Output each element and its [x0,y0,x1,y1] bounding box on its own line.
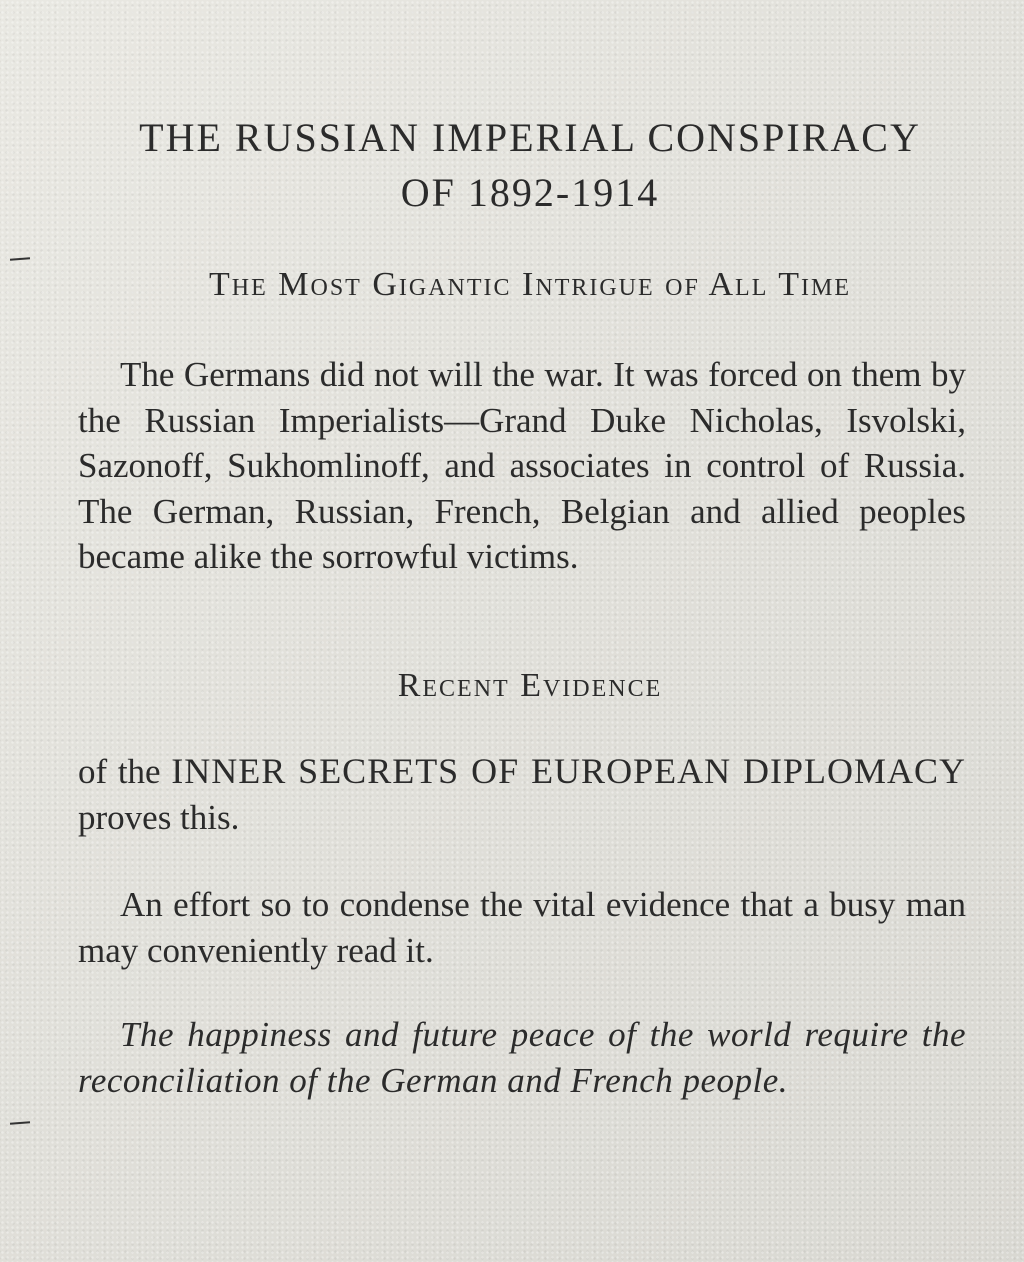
paragraph-war-origins: The Germans did not will the war. It was forced on them by the Russian Imperialists—Grand Duke Nicholas, Isvolski, Sazonoff, Sukhomlinoff, and associates in control of Russia. The German, Russian, French, Belgian and allied peoples became alike the sorrowful victims. [78,355,966,576]
subtitle: The Most Gigantic Intrigue of All Time [209,266,851,303]
book-title-emphasis: INNER SECRETS OF EUROPEAN DIPLOMACY [171,751,967,791]
margin-pencil-mark [10,257,30,260]
paragraph-tail-text: proves this. [78,797,240,837]
paragraph-inner-secrets [78,749,966,840]
paragraph-condense-evidence: An effort so to condense the vital evidence that a busy man may conveniently read it. [78,885,966,970]
title-line-2: OF 1892-1914 [400,170,660,215]
margin-pencil-mark [10,1121,30,1124]
paragraph-reconciliation-italic: The happiness and future peace of the world require the reconciliation of the German and French people. [78,1015,966,1100]
title-line-1: THE RUSSIAN IMPERIAL CONSPIRACY [139,115,921,160]
paragraph-lead-text: of the [78,752,172,791]
section-heading-recent-evidence: Recent Evidence [397,667,663,704]
